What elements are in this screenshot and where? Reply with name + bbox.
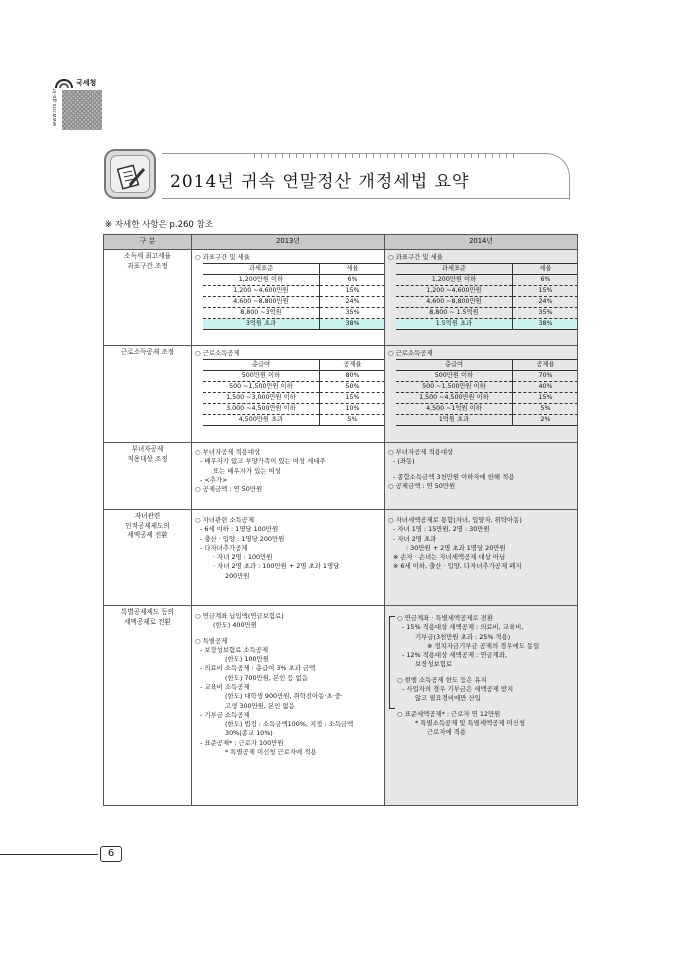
col-header-base: 총급여: [396, 360, 512, 371]
text-line: - 6세 이하 : 1명당 100만원: [200, 525, 279, 534]
text-line: - 자녀 2명 초과: [393, 534, 437, 543]
bracket-row: [396, 371, 578, 382]
text-line: : 30만원 + 2명 초과 1명당 20만원: [406, 543, 506, 552]
text-line: - 교육비 소득공제: [200, 682, 250, 691]
bracket-row: [396, 297, 578, 308]
bracket-row: [203, 275, 385, 286]
cell-2014: [385, 510, 578, 606]
category-label: 자녀관련 인적공제제도의 세액공제 전환: [125, 512, 170, 540]
text-line: 기부금(3천만원 초과 : 25% 적용): [415, 632, 511, 641]
cell-2013: [192, 250, 385, 346]
bracket-rate: 38%: [319, 319, 385, 330]
col-header-rate: 공제율: [319, 360, 385, 371]
summary-table: [103, 234, 578, 806]
text-line: · 자녀 2명 초과 : 100만원 + 2명 초과 1명당: [213, 562, 340, 571]
text-line: ※ 정치자금기부금 공제의 경우에도 동일: [427, 641, 540, 650]
section-title: ○ 근로소득공제: [388, 349, 433, 357]
cell-2014: [385, 250, 578, 346]
inner-header-row: [396, 264, 578, 275]
text-line: - 12% 적용대상 세액공제 : 연금계좌,: [402, 651, 507, 660]
bracket-row: [203, 371, 385, 382]
category-cell: [104, 606, 192, 806]
text-line: 보장성보험료: [415, 660, 453, 669]
cell-2013: [192, 606, 385, 806]
category-label: 부녀자공제 적용대상 조정: [127, 445, 168, 463]
bracket-rate: 15%: [319, 286, 385, 297]
bracket-range: 4,600 ~8,800만원: [396, 297, 512, 308]
text-line: 또는 배우자가 있는 여성: [213, 466, 281, 475]
bracket-table-2014: [396, 263, 578, 330]
section-title: ○ 과표구간 및 세율: [195, 253, 250, 261]
bracket-rate: 24%: [319, 297, 385, 308]
text-line: - 의료비 소득공제 : 총급여 3% 초과 금액: [200, 664, 316, 673]
text-line: (한도) 법정 : 소득금액100%, 지정 : 소득금액: [225, 720, 354, 729]
text-line: - 사업자의 경우 기부금은 세액공제 받지: [402, 684, 514, 693]
decorative-pattern: [62, 90, 102, 130]
title-banner: [104, 149, 570, 207]
text-line: ○ 부녀자공제 적용대상: [388, 448, 454, 456]
bracket-range: 4,600 ~8,800만원: [203, 297, 319, 308]
text-line: - <추가>: [200, 475, 228, 484]
bracket-rate: 35%: [512, 308, 578, 319]
header-2014: 2014년: [385, 235, 578, 250]
bracket-table-2013: [203, 263, 385, 330]
bracket-row: [203, 393, 385, 404]
category-label: 특별공제제도 등의 세액공제로 전환: [120, 608, 175, 626]
bracket-row: [396, 308, 578, 319]
text-line: (한도) 대학생 900만원, 취학전아동·초·중·: [225, 692, 343, 701]
bracket-row: [396, 415, 578, 426]
cell-2014: [385, 606, 578, 806]
text-line: ○ 표준세액공제* : 근로자 연 12만원: [397, 709, 501, 718]
bracket-row: [203, 286, 385, 297]
header-category: 구 분: [104, 235, 192, 250]
bracket-row: [396, 275, 578, 286]
bracket-rate: 80%: [319, 371, 385, 382]
text-line: ○ 연금계좌 · 특별세액공제로 전환: [397, 614, 493, 622]
section-title: ○ 과표구간 및 세율: [388, 253, 443, 261]
bracket-range: 1,500 ~4,500만원 이하: [396, 393, 512, 404]
site-url: www.nts.go.kr: [52, 88, 58, 127]
col-header-rate: 세율: [319, 264, 385, 275]
inner-header-row: [203, 264, 385, 275]
bracket-row: [396, 319, 578, 330]
category-cell: [104, 443, 192, 510]
bracket-row: [396, 404, 578, 415]
text-line: 근로자에 적용: [427, 728, 467, 737]
text-line: 고생 300만원, 본인 없음: [225, 701, 295, 710]
bracket-row: [203, 308, 385, 319]
bracket-range: 500만원 이하: [203, 371, 319, 382]
deduction-table-2013: [203, 359, 385, 426]
bracket-row: [396, 382, 578, 393]
col-header-base: 과세표준: [203, 264, 319, 275]
bracket-rate: 35%: [319, 308, 385, 319]
text-line: - 표준공제* : 근로자 100만원: [200, 738, 284, 747]
bracket-rate: 5%: [319, 415, 385, 426]
text-line: - 15% 적용대상 세액공제 : 의료비, 교육비,: [402, 623, 524, 632]
text-line: ○ 특별공제: [195, 636, 228, 645]
bracket-row: [203, 415, 385, 426]
text-line: ※ 손자 · 손녀는 자녀세액공제 대상 아님: [393, 553, 506, 562]
cell-2013: [192, 346, 385, 443]
bracket-rate: 6%: [512, 275, 578, 286]
page-number: 6: [100, 846, 122, 862]
bracket-rate: 15%: [512, 393, 578, 404]
bracket-range: 3억원 초과: [203, 319, 319, 330]
footer-rule: [0, 854, 98, 855]
col-header-base: 총급여: [203, 360, 319, 371]
bracket-range: 1억원 초과: [396, 415, 512, 426]
text-line: (한도) 100만원: [225, 655, 269, 664]
table-header-row: [104, 235, 578, 250]
bracket-range: 4,500만원 초과: [203, 415, 319, 426]
text-line: - 다자녀추가공제: [200, 543, 248, 552]
bracket-rate: 10%: [319, 404, 385, 415]
bracket-range: 500 ~1,500만원 이하: [203, 382, 319, 393]
text-line: ○ 공제금액 : 연 50만원: [388, 481, 456, 490]
category-label: 소득세 최고세율 과표구간 조정: [124, 252, 171, 270]
text-line: ○ 공제금액 : 연 50만원: [195, 485, 263, 494]
bracket-rate: 70%: [512, 371, 578, 382]
bracket-range: 1,200만원 이하: [203, 275, 319, 286]
bracket-rate: 50%: [319, 382, 385, 393]
bracket-row: [203, 382, 385, 393]
bracket-rate: 6%: [319, 275, 385, 286]
row-special-deduction: [104, 606, 578, 806]
category-label: 근로소득공제 조정: [120, 348, 175, 356]
row-earned-income: [104, 346, 578, 443]
text-line: ○ 현행 소득공제 한도 등은 유지: [397, 675, 487, 684]
cell-2014: [385, 443, 578, 510]
bracket-rate: 5%: [512, 404, 578, 415]
text-line: - 출산 · 입양 : 1명당 200만원: [200, 534, 285, 543]
text-line: 200만원: [225, 571, 250, 580]
inner-header-row: [396, 360, 578, 371]
bracket-rate: 15%: [512, 286, 578, 297]
col-header-base: 과세표준: [396, 264, 512, 275]
text-line: ○ 연금계좌 납입액(연금보험료): [195, 612, 284, 620]
cell-2014: [385, 346, 578, 443]
row-tax-bracket: [104, 250, 578, 346]
inner-header-row: [203, 360, 385, 371]
bracket-rate: 15%: [319, 393, 385, 404]
row-single-woman: [104, 443, 578, 510]
text-line: (한도) 700만원, 본인 등 없음: [225, 673, 308, 682]
bracket-range: 500 ~1,500만원 이하: [396, 382, 512, 393]
text-line: ※ 6세 이하, 출산 · 입양, 다자녀추가공제 폐지: [393, 562, 522, 571]
bracket-range: 4,500 ~1억원 이하: [396, 404, 512, 415]
col-header-rate: 세율: [512, 264, 578, 275]
bracket-range: 8,800 ~ 1.5억원: [396, 308, 512, 319]
org-name: 국세청: [76, 79, 97, 87]
bracket-rate: 24%: [512, 297, 578, 308]
text-line: · 자녀 2명 : 100만원: [213, 553, 273, 562]
nts-logo: [54, 76, 106, 132]
page-title: 2014년 귀속 연말정산 개정세법 요약: [170, 172, 470, 192]
text-line: ○ 자녀세액공제로 통합(자녀, 입양자, 위탁아동): [388, 516, 522, 524]
bracket-range: 1.5억원 초과: [396, 319, 512, 330]
bracket-range: 1,200 ~4,600만원: [203, 286, 319, 297]
text-line: - 종합소득금액 3천만원 이하자에 한해 적용: [393, 472, 515, 481]
bracket-row: [396, 286, 578, 297]
cell-2013: [192, 443, 385, 510]
cell-2013: [192, 510, 385, 606]
bracket-range: 8,800 ~3억원: [203, 308, 319, 319]
bracket-group: [388, 614, 574, 737]
text-line: ○ 부녀자공제 적용대상: [195, 448, 261, 456]
category-cell: [104, 510, 192, 606]
text-line: * 특별공제 미신청 근로자에 적용: [225, 747, 317, 756]
text-line: - (좌동): [393, 457, 415, 466]
document-edit-icon: [104, 149, 156, 199]
bracket-rate: 38%: [512, 319, 578, 330]
text-line: - 배우자가 없고 부양가족이 있는 여성 세대주: [200, 457, 326, 466]
bracket-row: [203, 297, 385, 308]
reference-note: ※ 자세한 사항은 p.260 참조: [105, 220, 213, 230]
bracket-row: [396, 393, 578, 404]
category-cell: [104, 346, 192, 443]
text-line: (한도) 400만원: [213, 621, 257, 630]
section-title: ○ 근로소득공제: [195, 349, 240, 357]
deduction-table-2014: [396, 359, 578, 426]
bracket-range: 1,200만원 이하: [396, 275, 512, 286]
bracket-rate: 40%: [512, 382, 578, 393]
bracket-range: 500만원 이하: [396, 371, 512, 382]
bracket-row: [203, 404, 385, 415]
text-line: - 기부금 소득공제: [200, 710, 250, 719]
bracket-row: [203, 319, 385, 330]
bracket-range: 1,200 ~4,600만원: [396, 286, 512, 297]
text-line: ○ 자녀관련 소득공제: [195, 516, 255, 524]
text-line: - 자녀 1명 : 15만원, 2명 : 30만원: [393, 525, 490, 534]
text-line: 30%(종교 10%): [225, 729, 273, 738]
bracket-rate: 2%: [512, 415, 578, 426]
bracket-range: 3,000 ~4,500만원 이하: [203, 404, 319, 415]
col-header-rate: 공제율: [512, 360, 578, 371]
bracket-range: 1,500 ~3,000만원 이하: [203, 393, 319, 404]
category-cell: [104, 250, 192, 346]
row-child-credit: [104, 510, 578, 606]
text-line: * 특별소득공제 및 특별세액공제 미신청: [415, 718, 526, 727]
header-2013: 2013년: [192, 235, 385, 250]
text-line: - 보장성보험료 소득공제: [200, 645, 269, 654]
text-line: 않고 필요경비에만 산입: [415, 694, 481, 703]
